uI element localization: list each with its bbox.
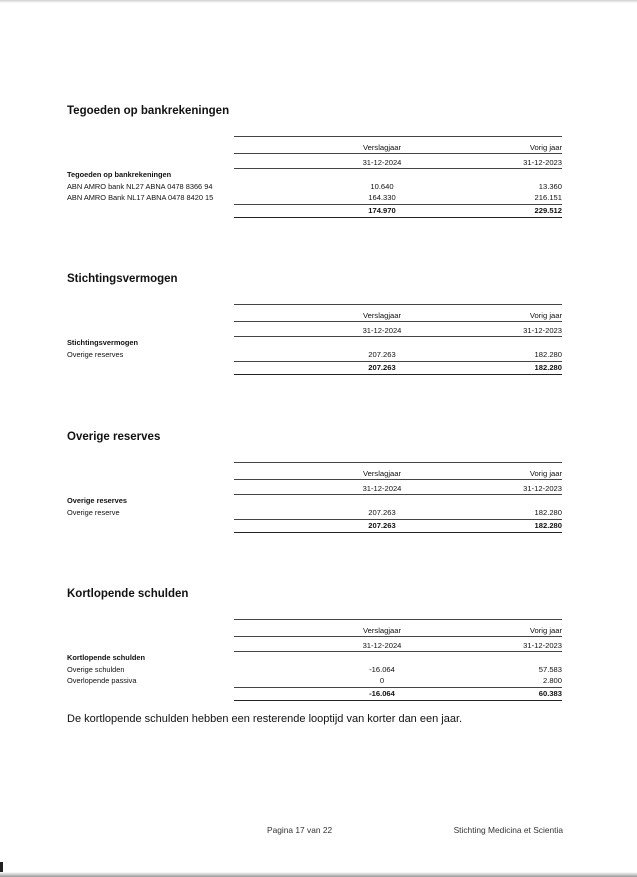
row-label: ABN AMRO bank NL27 ABNA 0478 8366 94	[67, 182, 213, 191]
row-label: Overlopende passiva	[67, 676, 137, 685]
row-value-previous: 2.800	[542, 676, 562, 685]
table-row	[67, 350, 562, 361]
date-rule	[234, 336, 562, 337]
col2-date: 31-12-2023	[523, 641, 562, 650]
total-value-current: 207.263	[368, 363, 396, 372]
table-row	[67, 182, 562, 193]
total-value-previous: 182.280	[534, 521, 562, 530]
col1-date: 31-12-2024	[362, 484, 402, 493]
table-top-rule	[234, 136, 562, 137]
header-rule	[234, 321, 562, 322]
row-value-current: 207.263	[368, 350, 396, 359]
col2-header: Vorig jaar	[529, 143, 562, 152]
liabilities-note: De kortlopende schulden hebben een resterende looptijd van korter dan een jaar.	[67, 713, 463, 725]
date-rule	[234, 494, 562, 495]
total-row	[67, 206, 562, 217]
group-title: Kortlopende schulden	[67, 653, 146, 662]
group-title: Stichtingsvermogen	[67, 338, 139, 347]
total-rule	[234, 532, 562, 533]
row-label: Overige reserves	[67, 350, 124, 359]
total-rule	[234, 374, 562, 375]
section-title: Overige reserves	[67, 431, 161, 443]
subtotal-rule	[234, 519, 562, 520]
total-value-current: 207.263	[368, 521, 396, 530]
section-title: Kortlopende schulden	[67, 588, 189, 600]
row-value-previous: 57.583	[538, 665, 562, 674]
total-value-current: 174.970	[368, 206, 396, 215]
total-value-previous: 60.383	[538, 689, 562, 698]
table-top-rule	[234, 304, 562, 305]
col2-date: 31-12-2023	[523, 158, 562, 167]
table-row	[67, 676, 562, 687]
row-label: ABN AMRO Bank NL17 ABNA 0478 8420 15	[67, 193, 214, 202]
total-row	[67, 363, 562, 374]
footer-organization: Stichting Medicina et Scientia	[453, 825, 563, 835]
total-row	[67, 689, 562, 700]
subtotal-rule	[234, 361, 562, 362]
subtotal-rule	[234, 687, 562, 688]
header-rule	[234, 636, 562, 637]
row-value-current: 164.330	[368, 193, 396, 202]
header-rule	[234, 153, 562, 154]
header-rule	[234, 479, 562, 480]
table-row	[67, 665, 562, 676]
row-value-previous: 182.280	[534, 350, 562, 359]
total-row	[67, 521, 562, 532]
col1-header: Verslagjaar	[363, 469, 401, 478]
row-value-current: 207.263	[368, 508, 396, 517]
scan-edge-bottom	[0, 872, 637, 877]
row-value-current: 0	[379, 676, 385, 685]
group-title: Overige reserves	[67, 496, 127, 505]
row-value-current: 10.640	[370, 182, 394, 191]
row-value-previous: 182.280	[534, 508, 562, 517]
row-label: Overige schulden	[67, 665, 125, 674]
col2-date: 31-12-2023	[523, 484, 562, 493]
table-top-rule	[234, 462, 562, 463]
total-rule	[234, 217, 562, 218]
col1-date: 31-12-2024	[362, 326, 402, 335]
date-rule	[234, 168, 562, 169]
date-rule	[234, 651, 562, 652]
col2-header: Vorig jaar	[529, 469, 562, 478]
col1-header: Verslagjaar	[363, 626, 401, 635]
row-value-previous: 13.360	[538, 182, 562, 191]
col2-header: Vorig jaar	[529, 626, 562, 635]
section-title: Tegoeden op bankrekeningen	[67, 105, 230, 117]
table-row	[67, 193, 562, 204]
total-value-previous: 229.512	[534, 206, 562, 215]
total-value-previous: 182.280	[534, 363, 562, 372]
row-value-current: -16.064	[369, 665, 395, 674]
group-title: Tegoeden op bankrekeningen	[67, 170, 172, 179]
section-title: Stichtingsvermogen	[67, 273, 178, 285]
col1-header: Verslagjaar	[363, 311, 401, 320]
total-rule	[234, 700, 562, 701]
col1-date: 31-12-2024	[362, 641, 402, 650]
col2-date: 31-12-2023	[523, 326, 562, 335]
col1-date: 31-12-2024	[362, 158, 402, 167]
col1-header: Verslagjaar	[363, 143, 401, 152]
table-top-rule	[234, 619, 562, 620]
row-label: Overige reserve	[67, 508, 120, 517]
scan-edge-top	[0, 0, 637, 3]
row-value-previous: 216.151	[534, 193, 562, 202]
col2-header: Vorig jaar	[529, 311, 562, 320]
subtotal-rule	[234, 204, 562, 205]
total-value-current: -16.064	[369, 689, 395, 698]
table-row	[67, 508, 562, 519]
footer-page-number: Pagina 17 van 22	[267, 825, 333, 835]
